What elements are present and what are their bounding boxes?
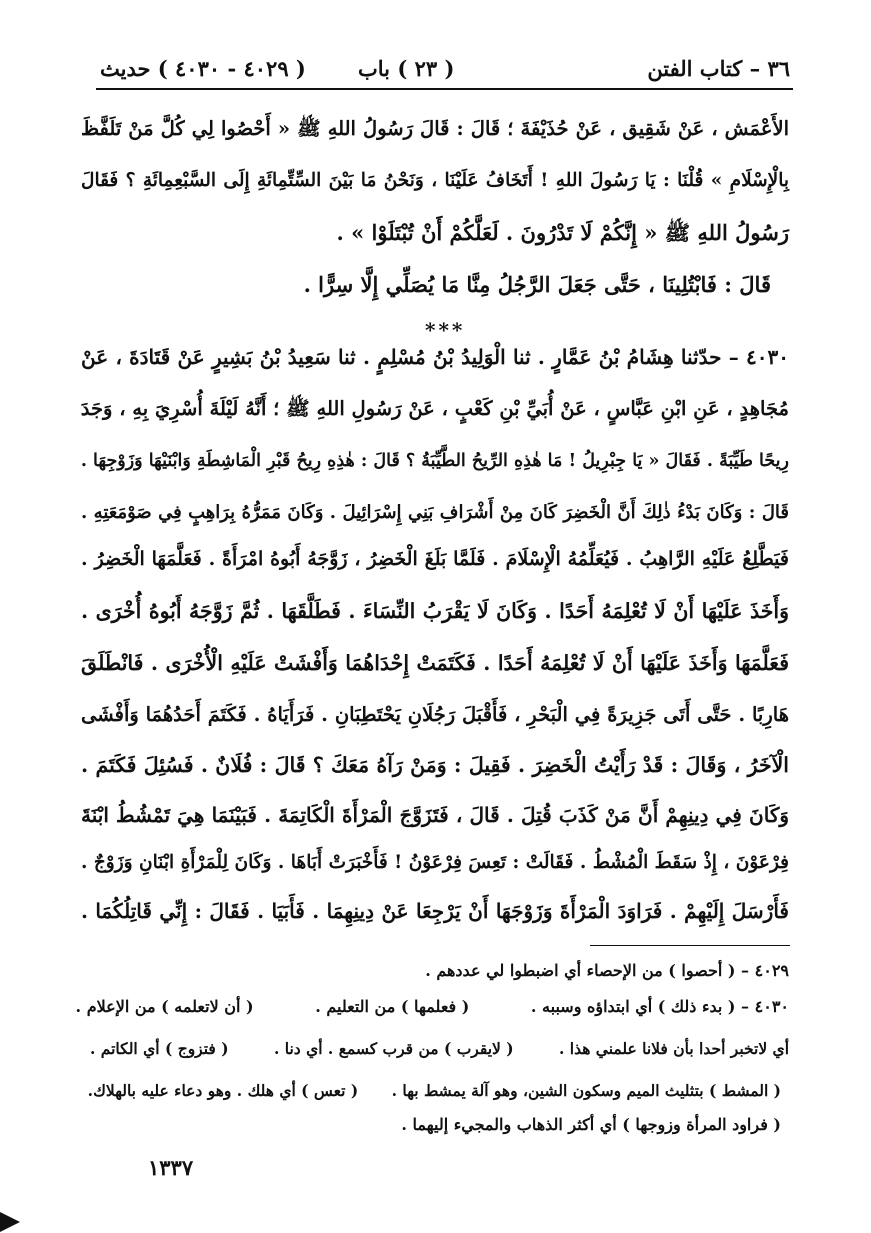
text-line: بِالْإِسْلَامِ » قُلْنَا : يَا رَسُولَ اللهِ ! أَتَخَافُ عَلَيْنَا ، وَنَحْنُ مَا بَيْنَ السِّتِّمِائَةِ إِلَى السَّبْعِمِائَةِ ؟ فَقَالَ bbox=[81, 170, 789, 191]
footnote-text: ( المشط ) بتثليث الميم وسكون الشين، وهو آلة يمشط بها . bbox=[391, 1081, 781, 1100]
text-line: قَالَ : فَابْتُلِينَا ، حَتَّى جَعَلَ الرَّجُلُ مِنَّا مَا يُصَلِّي إِلَّا سِرًّا . bbox=[303, 272, 771, 297]
text-line: وَأَخَذَ عَلَيْهَا أَنْ لَا تُعْلِمَهُ أَحَدًا . وَكَانَ لَا يَقْرَبُ النِّسَاءَ . فَطَلَّقَهَا . ثُمَّ زَوَّجَهُ أَبُوهُ أُخْرَى . bbox=[81, 599, 789, 623]
text-line: قَالَ : وَكَانَ بَدْءُ ذٰلِكَ أَنَّ الْخَضِرَ كَانَ مِنْ أَشْرَافِ بَنِي إِسْرَائِيلَ . وَكَانَ مَمَرُّهُ بِرَاهِبٍ فِي صَوْمَعَتِهِ . bbox=[81, 502, 789, 523]
footnote-text: ( فعلمها ) من التعليم . bbox=[315, 997, 470, 1016]
corner-triangle bbox=[0, 1212, 20, 1232]
text-line: مُجَاهِدٍ ، عَنِ ابْنِ عَبَّاسٍ ، عَنْ أُبَيِّ بْنِ كَعْبٍ ، عَنْ رَسُولِ اللهِ ﷺ ؛ أَنَّهُ لَيْلَةَ أُسْرِيَ بِهِ ، وَجَدَ bbox=[80, 397, 789, 420]
footnote-text: ٤٠٢٩ – ( أحصوا ) من الإحصاء أي اضبطوا لي عددهم . bbox=[425, 961, 789, 980]
footnote-line bbox=[69, 1078, 781, 1104]
page-number: ١٣٣٧ bbox=[148, 1155, 194, 1180]
footnote-4029 bbox=[77, 958, 789, 984]
footnote-text: أي لاتخبر أحدا بأن فلانا علمني هذا . bbox=[559, 1039, 789, 1058]
text-line: رِيحًا طَيِّبَةً . فَقَالَ « يَا جِبْرِيلُ ! مَا هٰذِهِ الرِّيحُ الطَّيِّبَةُ ؟ قَالَ : هٰذِهِ رِيحُ قَبْرِ الْمَاشِطَةِ وَابْنَيْهَا وَزَوْجِهَا . bbox=[80, 451, 789, 471]
text-line: فَيَطَّلِعُ عَلَيْهِ الرَّاهِبُ . فَيُعَلِّمُهُ الْإِسْلَامَ . فَلَمَّا بَلَغَ الْخَضِرُ ، زَوَّجَهُ أَبُوهُ امْرَأَةً . فَعَلَّمَهَا الْخَضِرُ . bbox=[81, 548, 789, 570]
hadith-4030-start: ٤٠٣٠ – حدّثنا هِشَامُ بْنُ عَمَّارٍ . ثنا الْوَلِيدُ بْنُ مُسْلِمٍ . ثنا سَعِيدُ بْنُ بَشِيرٍ عَنْ قَتَادَةَ ، عَنْ bbox=[81, 345, 789, 369]
text-line: فَعَلَّمَهَا وَأَخَذَ عَلَيْهَا أَنْ لَا تُعْلِمَهُ أَحَدًا . فَكَتَمَتْ إِحْدَاهُمَا وَأَفْشَتْ عَلَيْهِ الْأُخْرَى . فَانْطَلَقَ bbox=[81, 651, 789, 675]
footnote-text: ( فتزوج ) أي الكاتم . bbox=[90, 1039, 229, 1058]
footnote-line bbox=[69, 1112, 781, 1138]
text-line: فَأَرْسَلَ إِلَيْهِمْ . فَرَاوَدَ الْمَرْأَةَ وَزَوْجَهَا أَنْ يَرْجِعَا عَنْ دِينِهِمَا . فَأَبَيَا . فَقَالَ : إِنِّي قَاتِلُكُمَا . bbox=[81, 899, 789, 923]
footnote-text: ( أن لاتعلمه ) من الإعلام . bbox=[75, 997, 254, 1016]
text-line: هَارِبًا . حَتَّى أَتَى جَزِيرَةً فِي الْبَحْرِ ، فَأَقْبَلَ رَجُلَانِ يَحْتَطِبَانِ . فَرَأَيَاهُ . فَكَتَمَ أَحَدُهُمَا وَأَفْشَى bbox=[81, 703, 789, 726]
footnote-text: ( لايقرب ) من قرب كسمع . أي دنا . bbox=[273, 1039, 514, 1058]
chapter-label: ( ٢٣ ) باب bbox=[358, 56, 455, 81]
footnote-rule bbox=[590, 945, 790, 946]
page-and-book-title: ٣٦ – كتاب الفتن bbox=[647, 56, 790, 81]
text-line: الْآخَرُ ، وَقَالَ : قَدْ رَأَيْتُ الْخَضِرَ . فَقِيلَ : وَمَنْ رَآهُ مَعَكَ ؟ قَالَ : فُلَانٌ . فَسُئِلَ فَكَتَمَ . bbox=[81, 753, 789, 777]
text-line: رَسُولُ اللهِ ﷺ « إِنَّكُمْ لَا تَدْرُونَ . لَعَلَّكُمْ أَنْ تُبْتَلَوْا » . bbox=[336, 220, 789, 245]
text-line: فِرْعَوْنَ ، إِذْ سَقَطَ الْمُشْطُ . فَقَالَتْ : تَعِسَ فِرْعَوْنُ ! فَأَخْبَرَتْ أَبَاهَا . وَكَانَ لِلْمَرْأَةِ ابْنَانِ وَزَوْجٌ . bbox=[80, 852, 789, 873]
hadith-range: ( ٤٠٢٩ - ٤٠٣٠ ) حديث bbox=[100, 56, 306, 81]
text-line: الأَعْمَش ، عَنْ شَقِيق ، عَنْ حُذَيْفَةَ ؛ قَالَ : قَالَ رَسُولُ اللهِ ﷺ « أَحْصُوا لِي كُلَّ مَنْ تَلَفَّظَ bbox=[81, 117, 789, 140]
running-header bbox=[100, 52, 790, 86]
footnote-text: ( تعس ) أي هلك . وهو دعاء عليه بالهلاك. bbox=[87, 1081, 359, 1100]
footnote-line bbox=[77, 1036, 789, 1062]
footnote-4030 bbox=[77, 994, 789, 1020]
section-separator: *** bbox=[425, 318, 466, 342]
footnote-text: ٤٠٣٠ – ( بدء ذلك ) أي ابتداؤه وسببه . bbox=[530, 997, 789, 1016]
footnote-text: ( فراود المرأة وزوجها ) أي أكثر الذهاب والمجيء إليهما . bbox=[401, 1115, 781, 1134]
text-line: وَكَانَ فِي دِينِهِمْ أَنَّ مَنْ كَذَبَ قُتِلَ . قَالَ ، فَتَزَوَّجَ الْمَرْأَةَ الْكَاتِمَةَ . فَبَيْنَمَا هِيَ تَمْشُطُ ابْنَةَ bbox=[81, 803, 789, 827]
header-rule bbox=[96, 88, 793, 90]
